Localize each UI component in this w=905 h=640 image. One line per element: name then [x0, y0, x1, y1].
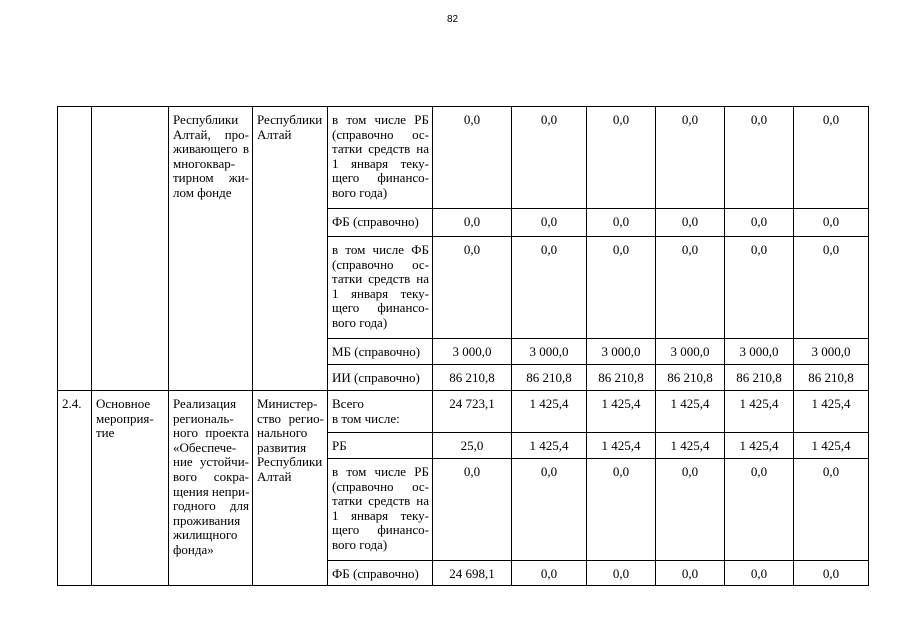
value-cell: 86 210,8	[794, 365, 869, 391]
value-cell: 0,0	[587, 237, 656, 339]
value-cell: 0,0	[433, 107, 512, 209]
description-line: фонда»	[173, 541, 214, 557]
value-cell: 0,0	[725, 209, 794, 237]
source-cell	[328, 339, 433, 365]
source-line: в том числе РБ	[332, 464, 429, 479]
description-line: Алтай, про-	[173, 126, 249, 142]
responsible-line: Алтай	[257, 126, 292, 142]
index-cell	[58, 107, 92, 391]
value-cell: 0,0	[656, 459, 725, 561]
source-line: татки средств на	[332, 141, 429, 157]
source-cell	[328, 237, 433, 339]
source-cell	[328, 107, 433, 209]
value-cell: 0,0	[725, 237, 794, 339]
description-line: вого сокра-	[173, 468, 249, 484]
value-cell: 0,0	[512, 107, 587, 209]
value-cell: 1 425,4	[512, 433, 587, 459]
source-line: ФБ (справочно)	[332, 214, 419, 229]
responsible-cell	[253, 107, 328, 391]
value-cell: 0,0	[512, 459, 587, 561]
type-cell	[92, 107, 169, 391]
value-cell: 0,0	[794, 561, 869, 586]
table-row	[58, 391, 869, 433]
source-line: в том числе РБ	[332, 112, 429, 127]
responsible-line: Алтай	[257, 468, 292, 484]
value-cell: 1 425,4	[794, 391, 869, 433]
value-cell: 86 210,8	[433, 365, 512, 391]
description-line: многоквар-	[173, 155, 236, 171]
description-line: годного для	[173, 498, 249, 514]
value-cell: 0,0	[794, 209, 869, 237]
responsible-line: ство регио-	[257, 410, 324, 426]
value-cell: 1 425,4	[656, 391, 725, 433]
value-cell: 86 210,8	[725, 365, 794, 391]
value-cell: 1 425,4	[587, 391, 656, 433]
description-line: лом фонде	[173, 184, 232, 200]
source-line: Всего	[332, 396, 364, 411]
value-cell: 24 723,1	[433, 391, 512, 433]
source-line: вого года)	[332, 314, 388, 330]
responsible-line: Министер-	[257, 396, 318, 411]
value-cell: 1 425,4	[587, 433, 656, 459]
value-cell: 0,0	[587, 107, 656, 209]
source-cell	[328, 433, 433, 459]
source-line: МБ (справочно)	[332, 344, 421, 359]
value-cell: 1 425,4	[725, 433, 794, 459]
value-cell: 0,0	[656, 561, 725, 586]
value-cell: 25,0	[433, 433, 512, 459]
source-cell	[328, 365, 433, 391]
value-cell: 0,0	[725, 459, 794, 561]
value-cell: 3 000,0	[656, 339, 725, 365]
value-cell: 0,0	[656, 237, 725, 339]
description-line: живающего в	[173, 141, 249, 157]
value-cell: 3 000,0	[725, 339, 794, 365]
description-line: ние устойчи-	[173, 454, 249, 470]
table-body	[58, 107, 869, 586]
source-line: ИИ (справочно)	[332, 370, 420, 385]
source-cell	[328, 561, 433, 586]
source-line: (справочно ос-	[332, 126, 429, 142]
description-cell	[169, 107, 253, 391]
source-line: щего финансо-	[332, 300, 429, 316]
index-label: 2.4.	[62, 396, 82, 411]
value-cell: 24 698,1	[433, 561, 512, 586]
description-line: проживания	[173, 512, 241, 528]
value-cell: 0,0	[587, 459, 656, 561]
responsible-cell	[253, 391, 328, 586]
value-cell: 0,0	[794, 459, 869, 561]
value-cell: 3 000,0	[587, 339, 656, 365]
value-cell: 3 000,0	[433, 339, 512, 365]
source-cell	[328, 209, 433, 237]
page-number: 82	[446, 14, 459, 25]
description-line: жилищного	[173, 527, 238, 543]
value-cell: 0,0	[725, 561, 794, 586]
type-line: тие	[96, 425, 115, 441]
value-cell: 1 425,4	[656, 433, 725, 459]
source-line: 1 января теку-	[332, 285, 429, 301]
value-cell: 1 425,4	[512, 391, 587, 433]
responsible-line: Республики	[257, 454, 323, 470]
source-line: ФБ (справочно)	[332, 566, 419, 581]
source-line: щего финансо-	[332, 522, 429, 538]
description-line: тирном жи-	[173, 170, 249, 186]
value-cell: 0,0	[433, 237, 512, 339]
source-line: в том числе ФБ	[332, 242, 429, 257]
value-cell: 86 210,8	[656, 365, 725, 391]
source-line: РБ	[332, 438, 347, 453]
source-cell	[328, 391, 433, 433]
source-line: татки средств на	[332, 271, 429, 287]
source-line: (справочно ос-	[332, 256, 429, 272]
description-line: «Обеспече-	[173, 439, 237, 455]
source-line: щего финансо-	[332, 170, 429, 186]
value-cell: 0,0	[725, 107, 794, 209]
responsible-line: Республики	[257, 112, 323, 127]
funding-table	[57, 106, 869, 586]
description-cell	[169, 391, 253, 586]
description-line: региональ-	[173, 410, 234, 426]
value-cell: 0,0	[587, 209, 656, 237]
responsible-line: развития	[257, 439, 307, 455]
value-cell: 0,0	[794, 237, 869, 339]
value-cell: 0,0	[656, 209, 725, 237]
value-cell: 3 000,0	[794, 339, 869, 365]
responsible-line: нального	[257, 425, 308, 441]
value-cell: 0,0	[512, 237, 587, 339]
type-line: Основное	[96, 396, 151, 411]
source-line: 1 января теку-	[332, 155, 429, 171]
value-cell: 0,0	[512, 209, 587, 237]
source-line: (справочно ос-	[332, 478, 429, 494]
table-row	[58, 107, 869, 209]
source-cell	[328, 459, 433, 561]
type-cell	[92, 391, 169, 586]
value-cell: 0,0	[512, 561, 587, 586]
source-line: вого года)	[332, 184, 388, 200]
value-cell: 0,0	[794, 107, 869, 209]
source-line: татки средств на	[332, 493, 429, 509]
source-line: в том числе:	[332, 410, 400, 426]
type-line: мероприя-	[96, 410, 154, 426]
value-cell: 1 425,4	[725, 391, 794, 433]
value-cell: 3 000,0	[512, 339, 587, 365]
value-cell: 0,0	[656, 107, 725, 209]
value-cell: 0,0	[433, 459, 512, 561]
source-line: вого года)	[332, 536, 388, 552]
description-line: Реализация	[173, 396, 237, 411]
index-cell	[58, 391, 92, 586]
description-line: Республики	[173, 112, 239, 127]
value-cell: 1 425,4	[794, 433, 869, 459]
value-cell: 86 210,8	[512, 365, 587, 391]
description-line: ного проекта	[173, 425, 249, 441]
value-cell: 0,0	[587, 561, 656, 586]
source-line: 1 января теку-	[332, 507, 429, 523]
value-cell: 86 210,8	[587, 365, 656, 391]
value-cell: 0,0	[433, 209, 512, 237]
description-line: щения непри-	[173, 483, 250, 499]
